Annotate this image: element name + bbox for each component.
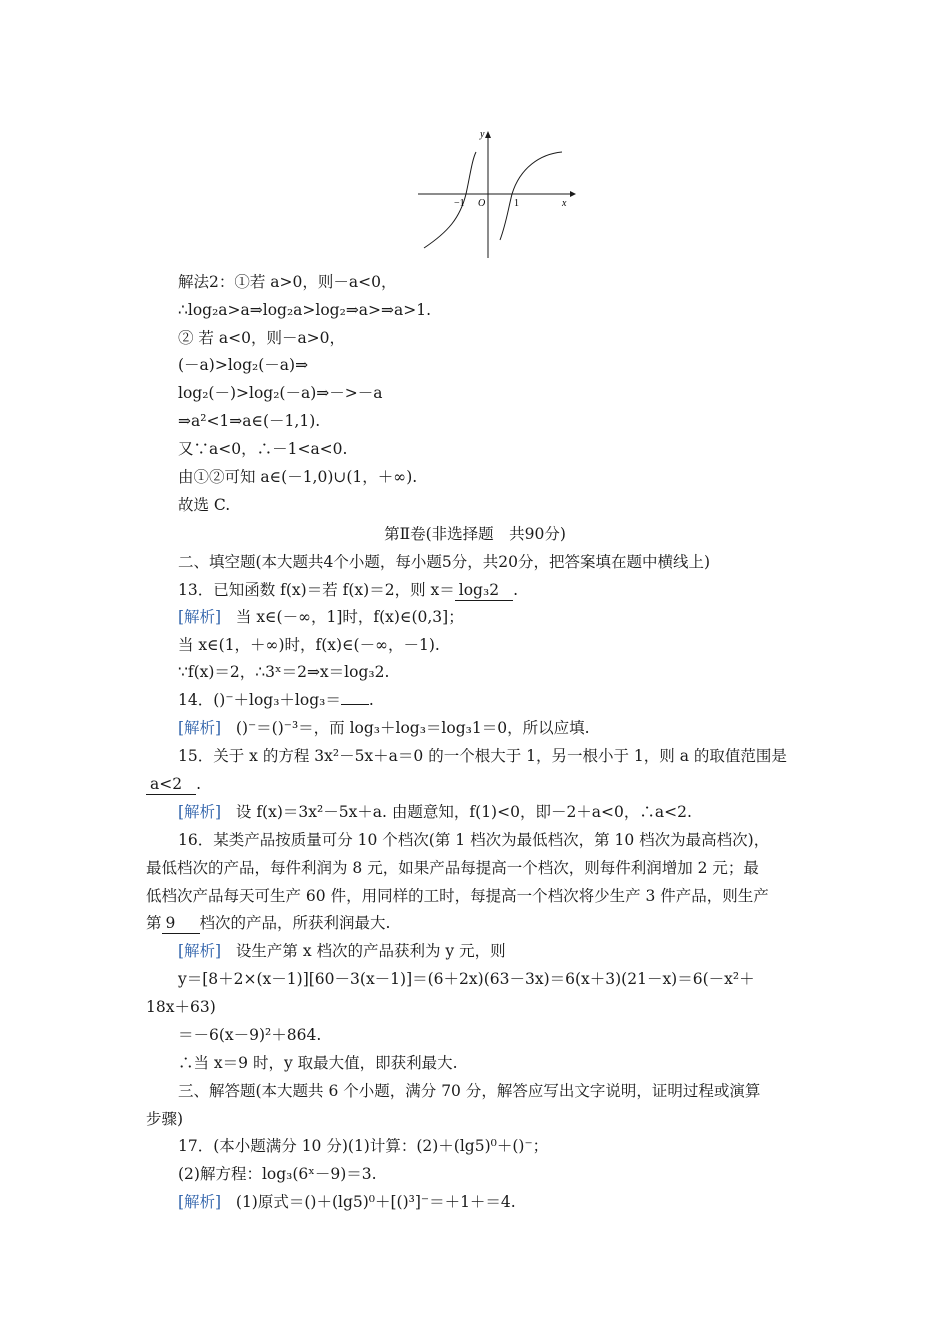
text-line: (2)解方程：log₃(6ˣ－9)＝3.: [178, 1165, 377, 1183]
text-prefix: 第: [146, 914, 162, 932]
analysis-text: 当 x∈(－∞，1]时，f(x)∈(0,3]；: [235, 608, 464, 626]
section-heading: 二、填空题(本大题共4个小题，每小题5分，共20分，把答案填在题中横线上): [178, 553, 711, 571]
text-line: ② 若 a<0，则－a>0，: [178, 329, 346, 347]
section-heading: 三、解答题(本大题共 6 个小题，满分 70 分，解答应写出文字说明，证明过程或演算: [178, 1082, 761, 1100]
analysis-line: [178, 607, 464, 627]
text-line: 又∵a<0，∴－1<a<0.: [178, 440, 348, 458]
analysis-tag: [解析]: [178, 608, 222, 626]
analysis-text: (1)原式＝()＋(lg5)⁰＋[()³]⁻＝＋1＋＝4.: [235, 1193, 516, 1211]
analysis-text: 设 f(x)＝3x²－5x＋a. 由题意知，f(1)<0，即－2＋a<0，∴a<2.: [235, 803, 692, 821]
left-curve: [424, 152, 476, 248]
text-line: ∴当 x＝9 时，y 取最大值，即获利最大.: [178, 1054, 458, 1072]
analysis-tag: [解析]: [178, 803, 222, 821]
question-16: 16．某类产品按质量可分 10 个档次(第 1 档次为最低档次，第 10 档次为最高档次)，: [178, 831, 770, 849]
text-line: log₂(－)>log₂(－a)⇒－>－a: [178, 384, 383, 402]
section-title: 第Ⅱ卷(非选择题 共90分): [384, 525, 566, 543]
tick-1: 1: [514, 198, 519, 209]
x-axis-label: x: [562, 198, 567, 209]
question-text: 14．()⁻＋log₃＋log₃＝: [178, 691, 341, 709]
text-line: 由①②可知 a∈(－1,0)∪(1，＋∞).: [178, 468, 418, 486]
origin-label: O: [478, 198, 486, 209]
answer-line: [146, 913, 390, 934]
analysis-tag: [解析]: [178, 719, 222, 737]
text-line: 解法2：①若 a>0，则－a<0，: [178, 273, 397, 291]
question-14: [178, 690, 374, 710]
question-15: 15．关于 x 的方程 3x²－5x＋a＝0 的一个根大于 1，另一根小于 1，则 a 的取值范围是: [178, 747, 787, 765]
text-line: 最低档次的产品，每件利润为 8 元，如果产品每提高一个档次，则每件利润增加 2 元；最: [146, 859, 759, 877]
function-graph: [410, 128, 580, 260]
period: .: [196, 775, 202, 793]
answer-blank: [341, 690, 369, 705]
text-line: 18x＋63): [146, 998, 216, 1016]
text-line: 当 x∈(1，＋∞)时，f(x)∈(－∞，－1).: [178, 636, 440, 654]
analysis-tag: [解析]: [178, 942, 222, 960]
text-line: y＝[8＋2×(x－1)][60－3(x－1)]＝(6＋2x)(63－3x)＝6(x＋3)(21－x)＝6(－x²＋: [178, 970, 755, 988]
y-axis-label: y: [480, 129, 485, 140]
analysis-line: [178, 1192, 516, 1212]
answer-blank: a<2: [146, 774, 196, 795]
analysis-tag: [解析]: [178, 1193, 222, 1211]
analysis-text: ()⁻＝()⁻³＝，而 log₃＋log₃＝log₃1＝0，所以应填.: [235, 719, 590, 737]
text-line: 故选 C.: [178, 496, 231, 514]
text-line: ⇒a²<1⇒a∈(－1,1).: [178, 412, 321, 430]
answer-line: [146, 774, 201, 795]
question-13: [178, 580, 518, 601]
period: .: [368, 691, 374, 709]
text-suffix: 档次的产品，所获利润最大.: [199, 914, 391, 932]
period: .: [513, 581, 518, 599]
tick-neg1: −1: [454, 198, 465, 209]
answer-blank: 9: [162, 913, 200, 934]
question-17: 17．(本小题满分 10 分)(1)计算：(2)＋(lg5)⁰＋()⁻；: [178, 1137, 549, 1155]
analysis-line: [178, 802, 692, 822]
text-line: 步骤): [146, 1110, 184, 1128]
question-text: 13．已知函数 f(x)＝若 f(x)＝2，则 x＝: [178, 581, 455, 599]
text-line: (－a)>log₂(－a)⇒: [178, 356, 309, 374]
x-axis: [418, 191, 576, 197]
text-line: ∴log₂a>a⇒log₂a>log₂⇒a>⇒a>1.: [178, 301, 432, 319]
text-line: ＝－6(x－9)²＋864.: [178, 1026, 322, 1044]
answer-blank: log₃2: [455, 580, 513, 601]
right-curve: [500, 152, 562, 240]
text-line: 低档次产品每天可生产 60 件，用同样的工时，每提高一个档次将少生产 3 件产品，则生产: [146, 887, 769, 905]
analysis-line: [178, 941, 506, 961]
analysis-text: 设生产第 x 档次的产品获利为 y 元，则: [235, 942, 506, 960]
text-line: ∵f(x)＝2，∴3ˣ＝2⇒x＝log₃2.: [178, 663, 390, 681]
analysis-line: [178, 718, 590, 738]
